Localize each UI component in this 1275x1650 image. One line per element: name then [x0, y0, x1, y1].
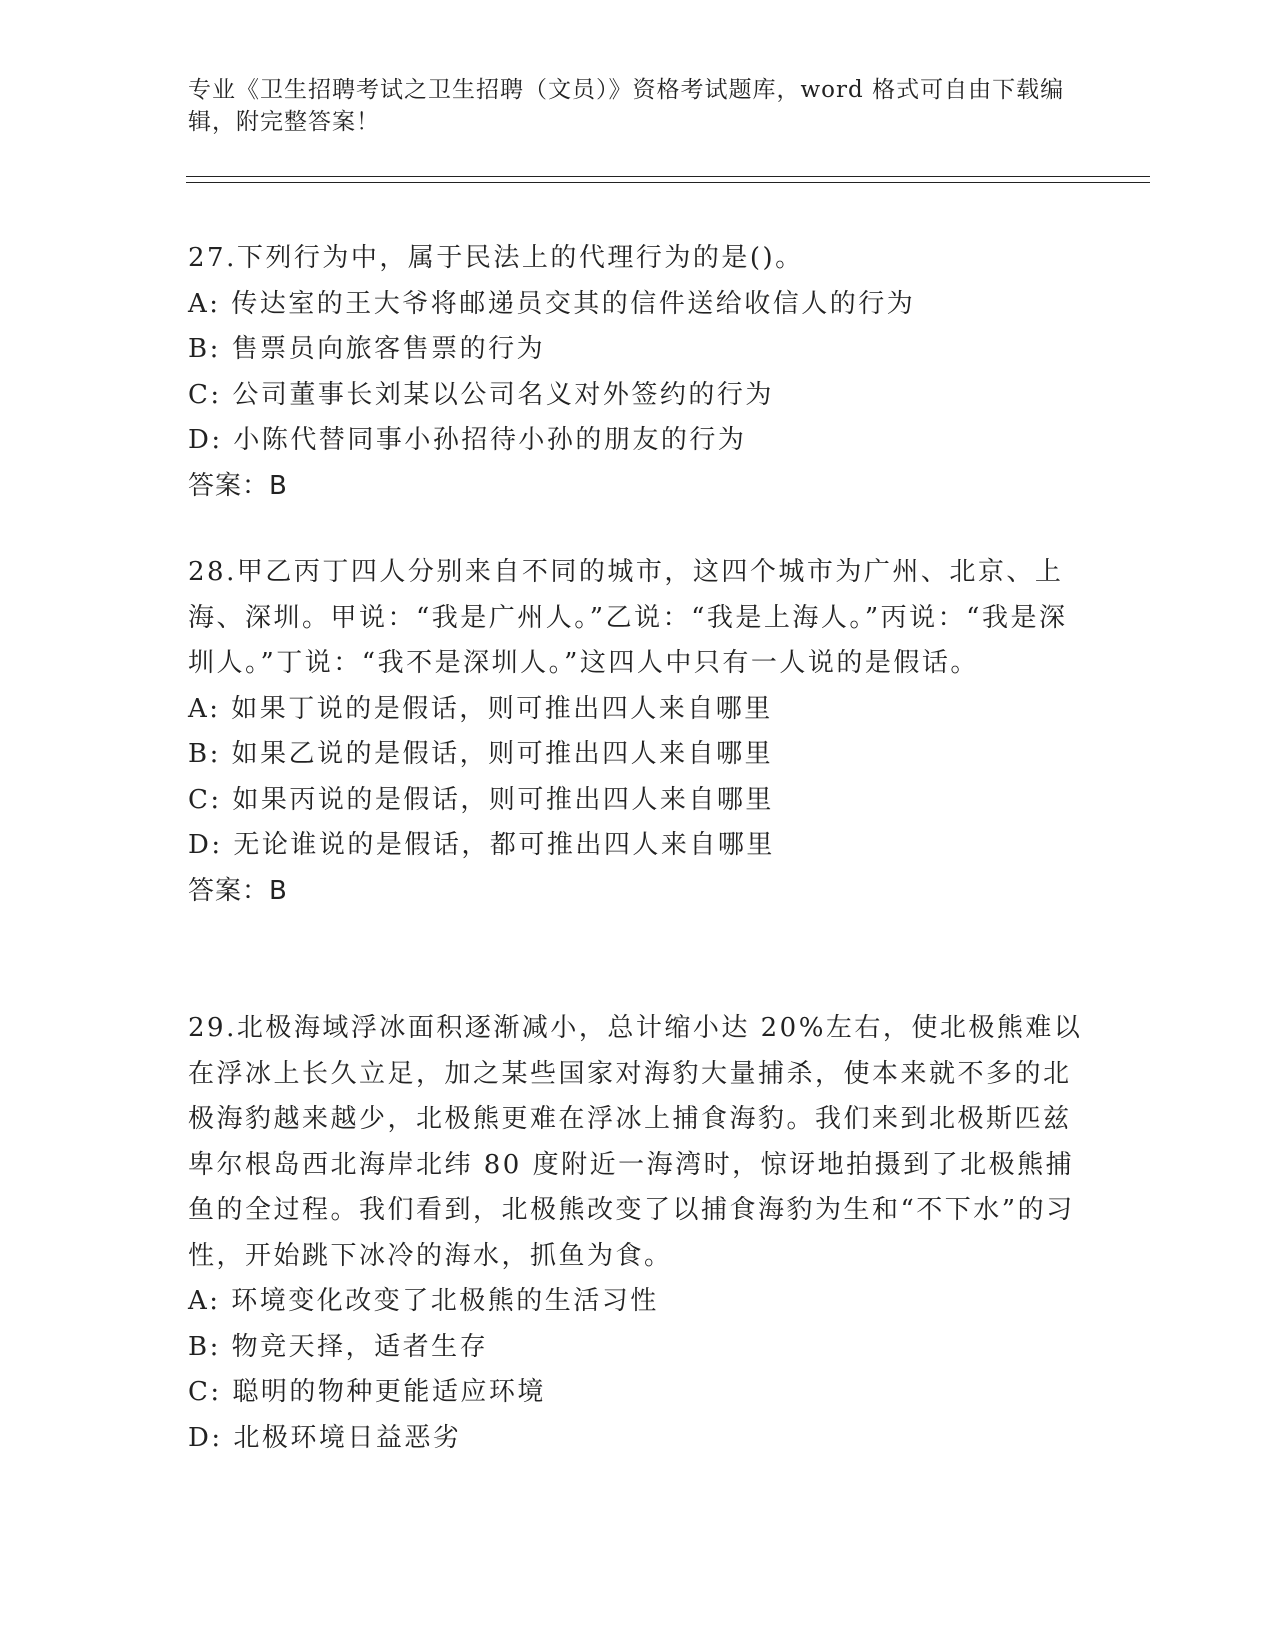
option-b: B: 物竞天择，适者生存	[188, 1331, 489, 1362]
answer-line: 答案：B	[188, 875, 288, 906]
option-d: D: 无论谁说的是假话，都可推出四人来自哪里	[188, 830, 775, 860]
option-c: C: 如果丙说的是假话，则可推出四人来自哪里	[188, 784, 774, 815]
question-stem: 29.北极海域浮冰面积逐渐减小，总计缩小达 20%左右，使北极熊难以在浮冰上长久立足，加之某些国家对海豹大量捕杀，使本来就不多的北极海豹越来越少，北极熊更难在浮冰上捕食海豹。我们来到北极斯匹兹卑尔根岛西北海岸北纬 80 度附近一海湾时，惊讶地拍摄到了北极熊捕鱼的全过程。我们看到，北极熊改变了以捕食海豹为生和“不下水”的习性，开始跳下冰冷的海水，抓鱼为食。	[188, 1013, 1083, 1271]
option-d: D: 小陈代替同事小孙招待小孙的朋友的行为	[188, 425, 747, 455]
option-b: B: 售票员向旅客售票的行为	[188, 334, 546, 364]
option-a: A: 环境变化改变了北极熊的生活习性	[188, 1286, 659, 1316]
option-c: C: 聪明的物种更能适应环境	[188, 1377, 546, 1407]
answer-line: 答案：B	[188, 470, 288, 501]
question-27	[188, 236, 1088, 509]
page-header: 专业《卫生招聘考试之卫生招聘（文员）》资格考试题库，word 格式可自由下载编辑，附完整答案！	[188, 77, 1065, 135]
option-d: D: 北极环境日益恶劣	[188, 1422, 462, 1453]
option-a: A: 如果丁说的是假话，则可推出四人来自哪里	[188, 693, 773, 724]
option-c: C: 公司董事长刘某以公司名义对外签约的行为	[188, 379, 774, 410]
header-divider-top	[186, 176, 1150, 177]
question-stem: 28.甲乙丙丁四人分别来自不同的城市，这四个城市为广州、北京、上海、深圳。甲说：“我是广州人。”乙说：“我是上海人。”丙说：“我是深圳人。”丁说：“我不是深圳人。”这四人中只有一人说的是假话。	[188, 557, 1068, 678]
header-divider-bottom	[186, 182, 1150, 183]
question-stem: 27.下列行为中，属于民法上的代理行为的是()。	[188, 243, 804, 273]
question-28	[188, 550, 1088, 914]
option-a: A: 传达室的王大爷将邮递员交其的信件送给收信人的行为	[188, 288, 916, 319]
question-29	[188, 1006, 1088, 1461]
option-b: B: 如果乙说的是假话，则可推出四人来自哪里	[188, 739, 774, 769]
